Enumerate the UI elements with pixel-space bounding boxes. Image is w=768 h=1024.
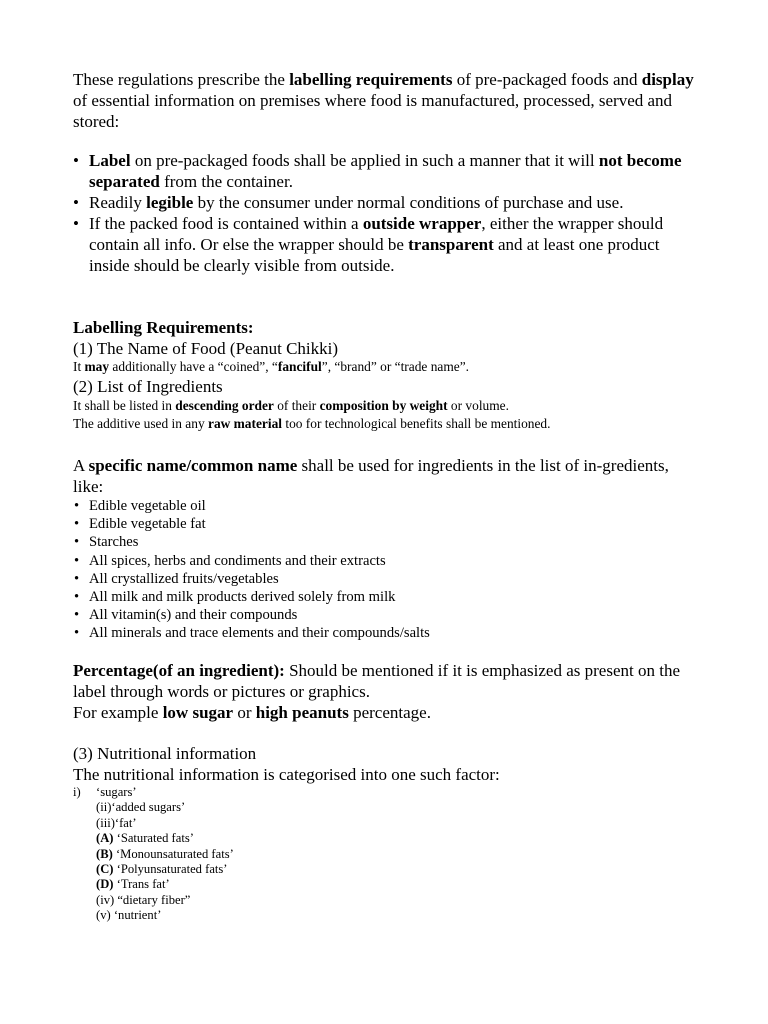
list-item: • All milk and milk products derived solely from milk: [73, 588, 703, 606]
percentage-paragraph: Percentage(of an ingredient): Should be mentioned if it is emphasized as present on the label through words or pictures or graphics.: [73, 661, 680, 701]
nutrition-list: [73, 785, 703, 924]
list-item: • All minerals and trace elements and their compounds/salts: [73, 624, 703, 642]
list-item: (A) ‘Saturated fats’: [96, 831, 194, 846]
list-item: (v) ‘nutrient’: [96, 908, 162, 923]
intro-text-1: These regulations prescribe the: [73, 70, 290, 89]
specific-name-paragraph: A specific name/common name shall be used for ingredients in the list of in-gredients, like:: [73, 456, 669, 496]
intro-paragraph: [73, 69, 703, 132]
labelling-item-2: (2) List of Ingredients: [73, 377, 223, 396]
list-item: (ii)‘added sugars’: [96, 800, 186, 815]
ingredient-list: [73, 497, 703, 643]
list-item: • Edible vegetable oil: [73, 497, 703, 515]
list-item: (D) ‘Trans fat’: [96, 877, 170, 892]
labelling-item-2-note-2: The additive used in any raw material too for technological benefits shall be mentioned.: [73, 416, 551, 431]
list-item: (iii)‘fat’: [96, 815, 137, 830]
list-item: • All spices, herbs and condiments and their extracts: [73, 552, 703, 570]
list-item: • Readily legible by the consumer under normal conditions of purchase and use.: [73, 192, 693, 213]
nutrition-intro: The nutritional information is categorised into one such factor:: [73, 765, 500, 784]
labelling-item-1-note: It may additionally have a “coined”, “fanciful”, “brand” or “trade name”.: [73, 359, 469, 374]
list-item: • Edible vegetable fat: [73, 515, 703, 533]
list-item: (C) ‘Polyunsaturated fats’: [96, 862, 228, 877]
list-item: • All vitamin(s) and their compounds: [73, 606, 703, 624]
requirements-list: [73, 150, 693, 276]
labelling-item-2-note-1: It shall be listed in descending order of their composition by weight or volume.: [73, 398, 509, 413]
list-item: • Starches: [73, 533, 703, 551]
list-item: (iv) “dietary fiber”: [96, 892, 191, 907]
list-item: (B) ‘Monounsaturated fats’: [96, 846, 234, 861]
list-item: i) ‘sugars’: [73, 785, 137, 799]
list-item: • Label on pre-packaged foods shall be applied in such a manner that it will not become separated from the container.: [73, 150, 693, 192]
intro-text-3: of essential information on premises where food is manufactured, processed, served and stored:: [73, 91, 673, 131]
intro-text-2: of pre-packaged foods and: [452, 70, 642, 89]
nutrition-heading: (3) Nutritional information: [73, 744, 257, 763]
list-item: • If the packed food is contained within a outside wrapper, either the wrapper should contain all info. Or else the wrapper should be transparent and at least one product inside should be clearly visible from outside.: [73, 213, 693, 276]
intro-bold-2: display: [641, 70, 694, 89]
labelling-heading: Labelling Requirements:: [73, 318, 254, 337]
labelling-item-1: (1) The Name of Food (Peanut Chikki): [73, 339, 339, 358]
intro-bold-1: labelling requirements: [289, 70, 453, 89]
list-item: • All crystallized fruits/vegetables: [73, 570, 703, 588]
percentage-example: For example low sugar or high peanuts percentage.: [73, 703, 431, 722]
